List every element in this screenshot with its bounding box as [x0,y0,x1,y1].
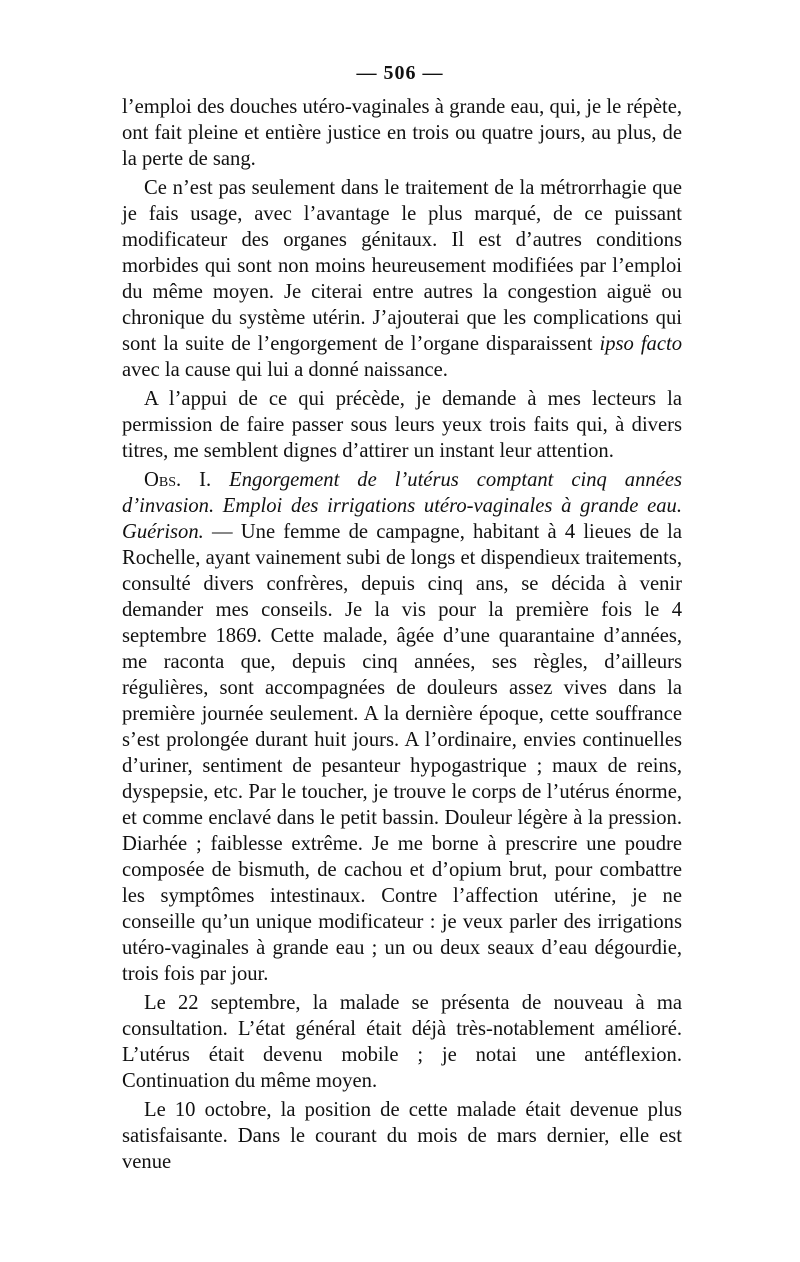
paragraph-2-italic: ipso facto [599,333,683,355]
paragraph-3: A l’appui de ce qui précède, je demande à mes lecteurs la permission de faire passer sous leurs yeux trois faits qui, à divers titres, me semblent dignes d’attirer un instant leur attention. [122,388,682,462]
observation-label: Obs. I. [144,469,212,491]
paragraph-2-end: avec la cause qui lui a donné naissance. [122,359,448,381]
observation-title: Engorgement de l’utérus comptant cinq années d’invasion. Emploi des irrigations utéro-vaginales à grande eau. Guérison. [122,469,682,543]
paragraph-1: l’emploi des douches utéro-vaginales à grande eau, qui, je le répète, ont fait pleine et entière justice en trois ou quatre jours, au plus, de la perte de sang. [122,96,682,170]
paragraph-2 [122,175,682,383]
observation-paragraph [122,467,682,987]
paragraph-5: Le 22 septembre, la malade se présenta de nouveau à ma consultation. L’état général était déjà très-notablement amélioré. L’utérus était devenu mobile ; je notai une antéflexion. Continuation du même moyen. [122,992,682,1092]
observation-text: — Une femme de campagne, habitant à 4 lieues de la Rochelle, ayant vainement subi de longs et dispendieux traitements, consulté divers confrères, depuis cinq ans, se décida à venir demander mes conseils. Je la vis pour la première fois le 4 septembre 1869. Cette malade, âgée d’une quarantaine d’années, me raconta que, depuis cinq années, ses règles, d’ailleurs régulières, sont accompagnées de douleurs assez vives dans la première journée seulement. A la dernière époque, cette souffrance s’est prolongée durant huit jours. A l’ordinaire, envies continuelles d’uriner, sentiment de pesanteur hypogastrique ; maux de reins, dyspepsie, etc. Par le toucher, je trouve le corps de l’utérus énorme, et comme enclavé dans le petit bassin. Douleur légère à la pression. Diarhée ; faiblesse extrême. Je me borne à prescrire une poudre composée de bismuth, de cachou et d’opium brut, pour combattre les symptômes intestinaux. Contre l’affection utérine, je ne conseille qu’un unique modificateur : je veux parler des irrigations utéro-vaginales à grande eau ; un ou deux seaux d’eau dégourdie, trois fois par jour. [122,521,682,985]
paragraph-6: Le 10 octobre, la position de cette malade était devenue plus satisfaisante. Dans le courant du mois de mars dernier, elle est venue [122,1099,682,1173]
paragraph-2-text: Ce n’est pas seulement dans le traitement de la métrorrhagie que je fais usage, avec l’avantage le plus marqué, de ce puissant modificateur des organes génitaux. Il est d’autres conditions morbides qui sont non moins heureusement modifiées par l’emploi du même moyen. Je citerai entre autres la congestion aiguë ou chronique du système utérin. J’ajouterai que les complications qui sont la suite de l’engorgement de l’organe disparaissent [122,177,682,355]
page-number: — 506 — [356,62,444,84]
body-text [122,94,682,1175]
